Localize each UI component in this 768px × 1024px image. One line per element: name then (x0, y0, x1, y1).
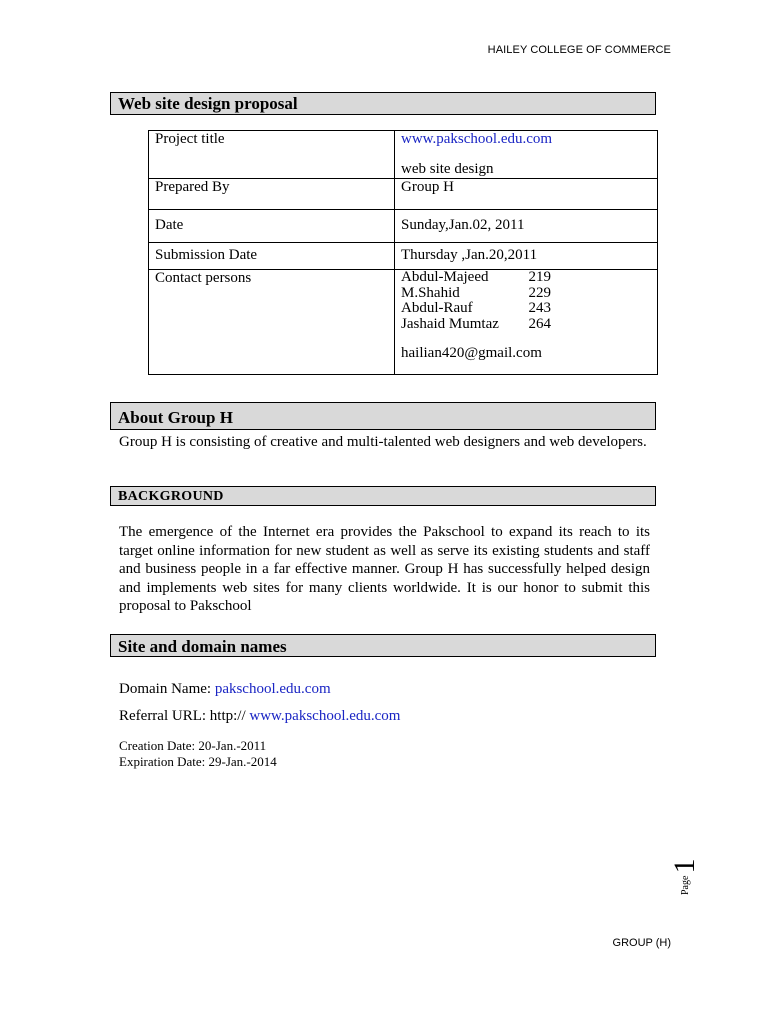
domain-name-link[interactable]: pakschool.edu.com (214, 681, 331, 697)
about-paragraph: Group H is consisting of creative and multi-talented web designers and web developers. (119, 434, 647, 450)
page-number-value: 1 (668, 858, 701, 874)
running-header: HAILEY COLLEGE OF COMMERCE (487, 44, 671, 56)
date-value (395, 210, 658, 243)
page-number (668, 855, 701, 895)
contact-persons-cell (395, 270, 658, 375)
contact-person (401, 301, 551, 317)
contact-persons-label: Contact persons (149, 270, 395, 375)
contact-person (401, 317, 551, 333)
expiration-date: Expiration Date: 29-Jan.-2014 (119, 754, 277, 769)
prepared-by-value: Group H (395, 179, 658, 210)
contact-id: 219 (528, 269, 551, 285)
project-title-cell (395, 131, 658, 179)
date-label (149, 210, 395, 243)
contact-id: 229 (528, 284, 551, 301)
submission-value-text: Thursday ,Jan.20,2011 (401, 247, 538, 263)
submission-date-value (395, 243, 658, 270)
project-title-label: Project title (149, 131, 395, 179)
domain-heading: Site and domain names (110, 634, 656, 657)
submission-date-label (149, 243, 395, 270)
project-title-value: web site design (401, 161, 494, 177)
contact-id: 243 (528, 300, 551, 316)
project-url-link[interactable]: www.pakschool.edu.com (401, 131, 553, 147)
about-heading: About Group H (110, 402, 656, 430)
date-label-text: Date (155, 217, 184, 233)
prepared-by-label: Prepared By (149, 179, 395, 210)
proposal-heading: Web site design proposal (110, 92, 656, 115)
referral-url-link[interactable]: www.pakschool.edu.com (249, 708, 401, 724)
table-row (149, 243, 658, 270)
table-row (149, 131, 658, 179)
background-paragraph: The emergence of the Internet era provides the Pakschool to expand its reach to its target online information for new student as well as serve its existing students and staff and business people in a far effective manner. Group H has successfully helped design and implements web sites for many clients worldwide. It is our honor to submit this proposal to Pakschool (119, 524, 650, 614)
contact-email: hailian420@gmail.com (401, 345, 542, 361)
contact-person (401, 286, 551, 302)
page-label: Page (680, 875, 691, 895)
background-heading: BACKGROUND (110, 486, 656, 506)
contact-name: Jashaid Mumtaz (401, 315, 499, 332)
referral-url-line (119, 708, 400, 725)
submission-label-text: Submission Date (155, 247, 258, 263)
domain-name-label: Domain Name: (119, 681, 215, 697)
proposal-table (148, 130, 658, 375)
table-row (149, 179, 658, 210)
table-row (149, 270, 658, 375)
running-footer: GROUP (H) (612, 937, 671, 949)
contact-name: M.Shahid (401, 284, 460, 301)
contact-person (401, 270, 551, 286)
table-row (149, 210, 658, 243)
creation-date: Creation Date: 20-Jan.-2011 (119, 738, 267, 753)
date-value-text: Sunday,Jan.02, 2011 (401, 217, 525, 233)
contact-name: Abdul-Rauf (401, 300, 473, 316)
domain-name-line (119, 681, 331, 698)
referral-url-label: Referral URL: http:// (119, 708, 250, 724)
contact-name: Abdul-Majeed (401, 269, 489, 285)
contact-id: 264 (528, 315, 551, 332)
